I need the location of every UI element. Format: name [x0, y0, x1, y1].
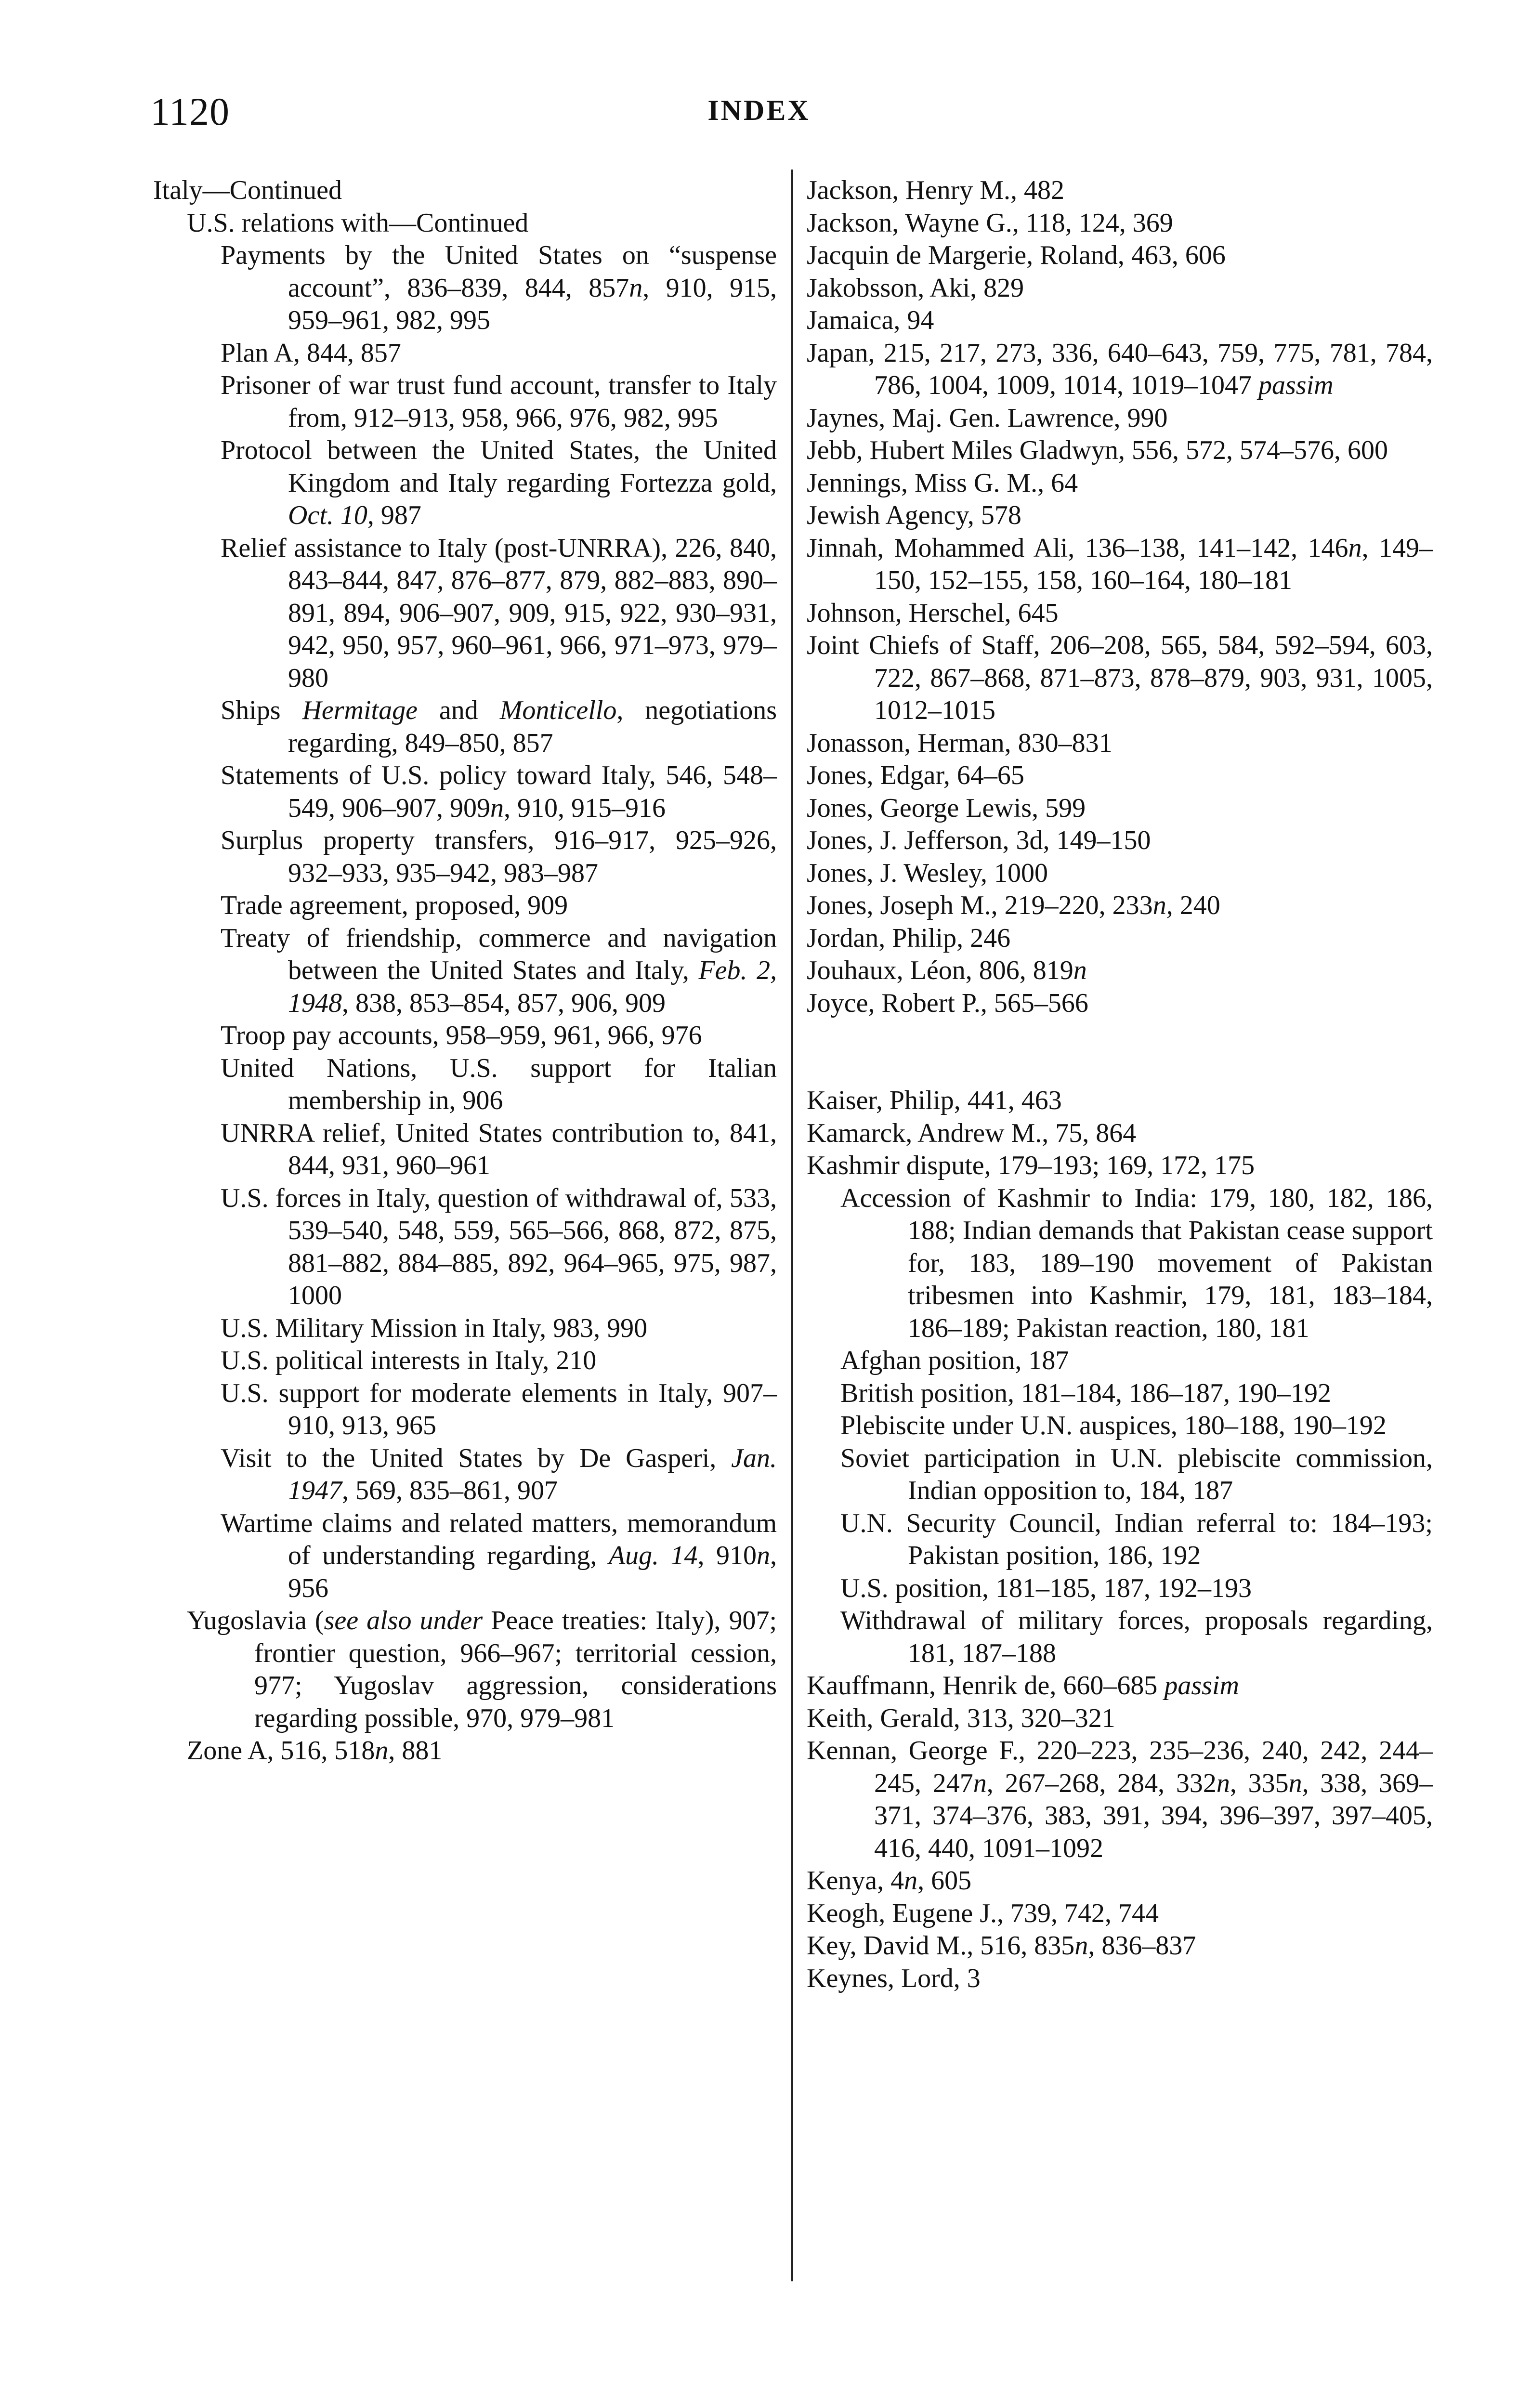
index-entry: Jaynes, Maj. Gen. Lawrence, 990: [807, 403, 1168, 433]
index-subentry: Troop pay accounts, 958–959, 961, 966, 976: [221, 1021, 702, 1050]
index-entry: Joint Chiefs of Staff, 206–208, 565, 584, 592–594, 603, 722, 867–868, 871–873, 878–879, 903, 931, 1005, 1012–1015: [807, 630, 1433, 725]
index-subentry: Treaty of friendship, commerce and navigation between the United States and Italy, Feb. 2, 1948, 838, 853–854, 857, 906, 909: [221, 923, 777, 1018]
page-number: 1120: [150, 90, 230, 133]
index-entry: Jonasson, Herman, 830–831: [807, 728, 1112, 758]
index-section-j: [807, 174, 1433, 1020]
index-subentry: Payments by the United States on “suspense account”, 836–839, 844, 857n, 910, 915, 959–961, 982, 995: [221, 240, 777, 335]
running-title: INDEX: [707, 94, 811, 126]
index-entry: Jinnah, Mohammed Ali, 136–138, 141–142, 146n, 149–150, 152–155, 158, 160–164, 180–181: [807, 533, 1433, 595]
index-entry: Kamarck, Andrew M., 75, 864: [807, 1118, 1137, 1148]
index-subentry: Prisoner of war trust fund account, transfer to Italy from, 912–913, 958, 966, 976, 982, 995: [221, 370, 777, 433]
index-entry: Joyce, Robert P., 565–566: [807, 988, 1088, 1018]
page-header: [0, 89, 1518, 132]
index-entry: Jordan, Philip, 246: [807, 923, 1011, 953]
index-subentry: Afghan position, 187: [840, 1346, 1069, 1375]
index-entry: Keogh, Eugene J., 739, 742, 744: [807, 1898, 1159, 1928]
index-entry: Kenya, 4n, 605: [807, 1866, 972, 1896]
index-entry: Kauffmann, Henrik de, 660–685 passim: [807, 1671, 1239, 1701]
index-entry: Kaiser, Philip, 441, 463: [807, 1086, 1062, 1115]
index-subentry: U.S. forces in Italy, question of withdrawal of, 533, 539–540, 548, 559, 565–566, 868, 872, 875, 881–882, 884–885, 892, 964–965, 975, 987, 1000: [221, 1183, 777, 1310]
index-entry: Jebb, Hubert Miles Gladwyn, 556, 572, 574–576, 600: [807, 435, 1388, 465]
index-entry: Keynes, Lord, 3: [807, 1963, 981, 1993]
index-entry: Jewish Agency, 578: [807, 500, 1021, 530]
index-subentry: Plan A, 844, 857: [221, 338, 401, 368]
index-subentry: Visit to the United States by De Gasperi, Jan. 1947, 569, 835–861, 907: [221, 1443, 777, 1505]
index-subentry: U.S. relations with—Continued: [187, 208, 529, 238]
index-entry: Johnson, Herschel, 645: [807, 598, 1059, 628]
index-subentry: U.S. Military Mission in Italy, 983, 990: [221, 1313, 648, 1343]
index-subentry: British position, 181–184, 186–187, 190–192: [840, 1378, 1331, 1408]
index-entry: Jakobsson, Aki, 829: [807, 273, 1024, 303]
right-index-column: [807, 174, 1433, 1995]
index-entry: Jacquin de Margerie, Roland, 463, 606: [807, 240, 1226, 270]
index-entry: Jackson, Henry M., 482: [807, 175, 1065, 205]
index-subentry: Ships Hermitage and Monticello, negotiations regarding, 849–850, 857: [221, 695, 777, 758]
index-subentry: Trade agreement, proposed, 909: [221, 890, 568, 920]
index-subentry: U.N. Security Council, Indian referral to: 184–193; Pakistan position, 186, 192: [840, 1508, 1433, 1570]
index-entry: Kennan, George F., 220–223, 235–236, 240, 242, 244–245, 247n, 267–268, 284, 332n, 335n, 338, 369–371, 374–376, 383, 391, 394, 396–397, 397–405, 416, 440, 1091–1092: [807, 1736, 1433, 1863]
index-entry: Jackson, Wayne G., 118, 124, 369: [807, 208, 1173, 238]
section-gap: [807, 1020, 1433, 1085]
index-subentry: Surplus property transfers, 916–917, 925–926, 932–933, 935–942, 983–987: [221, 825, 777, 888]
index-entry: Jones, J. Jefferson, 3d, 149–150: [807, 825, 1151, 855]
column-divider: [791, 170, 793, 2281]
index-entry: Jamaica, 94: [807, 305, 934, 335]
index-entry: Jennings, Miss G. M., 64: [807, 468, 1078, 498]
index-subentry: Accession of Kashmir to India: 179, 180, 182, 186, 188; Indian demands that Pakistan cease support for, 183, 189–190 movement of Pakistan tribesmen into Kashmir, 179, 181, 183–184, 186–189; Pakistan reaction, 180, 181: [840, 1183, 1433, 1343]
index-subentry: U.S. position, 181–185, 187, 192–193: [840, 1573, 1252, 1603]
index-subentry: Soviet participation in U.N. plebiscite commission, Indian opposition to, 184, 187: [840, 1443, 1433, 1505]
index-entry: Jones, Joseph M., 219–220, 233n, 240: [807, 890, 1220, 920]
left-index-column: [153, 174, 777, 1767]
index-subentry: Yugoslavia (see also under Peace treaties: Italy), 907; frontier question, 966–967; territorial cession, 977; Yugoslav aggression, considerations regarding possible, 970, 979–981: [187, 1606, 777, 1733]
index-entry: Japan, 215, 217, 273, 336, 640–643, 759, 775, 781, 784, 786, 1004, 1009, 1014, 1019–1047 passim: [807, 338, 1433, 400]
index-entry: Jones, J. Wesley, 1000: [807, 858, 1048, 888]
index-subentry: Protocol between the United States, the United Kingdom and Italy regarding Fortezza gold, Oct. 10, 987: [221, 435, 777, 530]
index-entry: Italy—Continued: [153, 175, 342, 205]
index-subentry: Statements of U.S. policy toward Italy, 546, 548–549, 906–907, 909n, 910, 915–916: [221, 760, 777, 823]
index-subentry: Plebiscite under U.N. auspices, 180–188, 190–192: [840, 1411, 1387, 1440]
index-entry: Key, David M., 516, 835n, 836–837: [807, 1931, 1196, 1961]
index-subentry: United Nations, U.S. support for Italian membership in, 906: [221, 1053, 777, 1115]
index-section-k: [807, 1085, 1433, 1995]
index-entry: Kashmir dispute, 179–193; 169, 172, 175: [807, 1151, 1255, 1180]
index-entry: Jones, George Lewis, 599: [807, 793, 1086, 823]
index-entry: Jouhaux, Léon, 806, 819n: [807, 955, 1087, 985]
index-entry: Jones, Edgar, 64–65: [807, 760, 1024, 790]
index-subentry: U.S. political interests in Italy, 210: [221, 1346, 597, 1375]
index-subentry: Zone A, 516, 518n, 881: [187, 1736, 443, 1766]
index-subentry: UNRRA relief, United States contribution to, 841, 844, 931, 960–961: [221, 1118, 777, 1180]
index-subentry: U.S. support for moderate elements in Italy, 907–910, 913, 965: [221, 1378, 777, 1440]
index-subentry: Withdrawal of military forces, proposals regarding, 181, 187–188: [840, 1606, 1433, 1668]
index-subentry: Wartime claims and related matters, memorandum of understanding regarding, Aug. 14, 910n, 956: [221, 1508, 777, 1603]
index-subentry: Relief assistance to Italy (post-UNRRA), 226, 840, 843–844, 847, 876–877, 879, 882–883, 890–891, 894, 906–907, 909, 915, 922, 930–931, 942, 950, 957, 960–961, 966, 971–973, 979–980: [221, 533, 777, 693]
index-entry: Keith, Gerald, 313, 320–321: [807, 1703, 1115, 1733]
